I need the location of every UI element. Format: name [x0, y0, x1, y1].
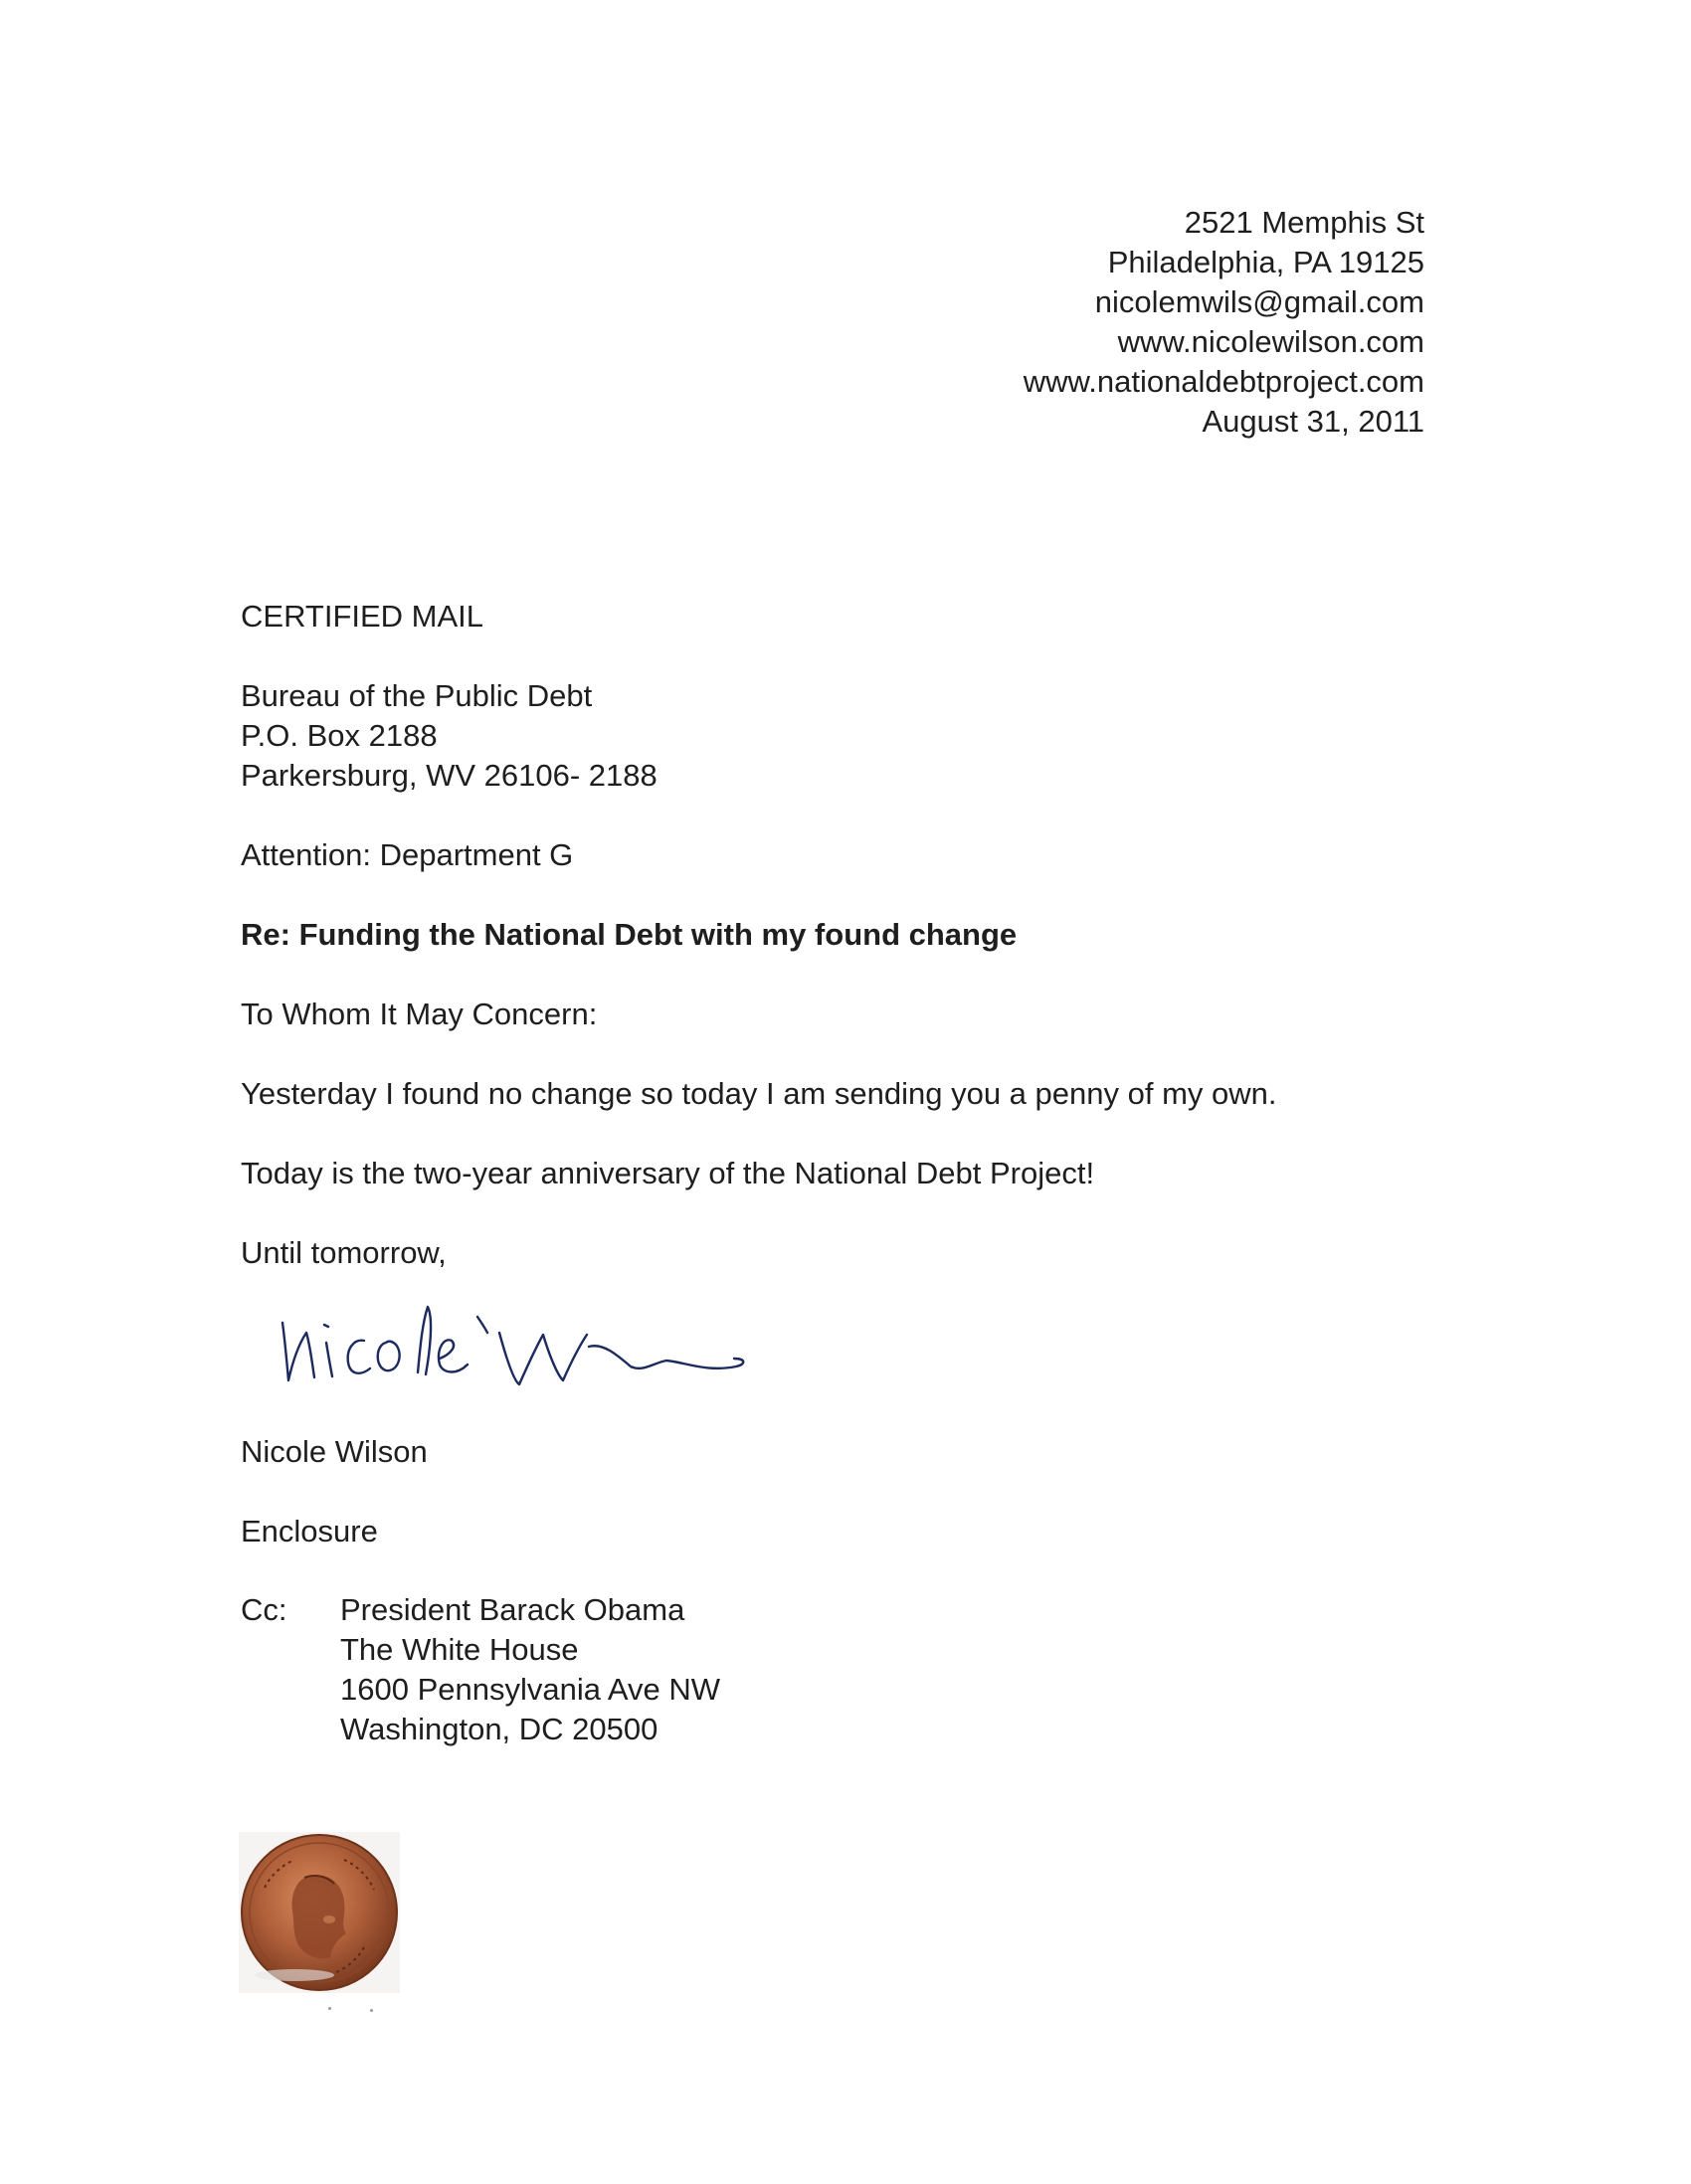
- sender-address-block: [1024, 203, 1424, 442]
- cc-line: Washington, DC 20500: [340, 1712, 658, 1746]
- signer-name: Nicole Wilson: [241, 1434, 428, 1469]
- scan-speck: [370, 2009, 373, 2012]
- sender-city-line: Philadelphia, PA 19125: [1107, 245, 1424, 279]
- sender-website: www.nicolewilson.com: [1117, 324, 1424, 359]
- attention-line: Attention: Department G: [241, 837, 574, 872]
- sender-street: 2521 Memphis St: [1184, 205, 1424, 240]
- body-paragraph: Today is the two-year anniversary of the National Debt Project!: [241, 1156, 1095, 1190]
- recipient-address-block: [241, 676, 658, 796]
- recipient-po-box: P.O. Box 2188: [241, 718, 438, 753]
- cc-label: Cc:: [241, 1592, 287, 1627]
- scan-speck: [328, 2007, 331, 2010]
- salutation: To Whom It May Concern:: [241, 997, 598, 1031]
- cc-line: President Barack Obama: [340, 1592, 685, 1627]
- sender-project-website: www.nationaldebtproject.com: [1023, 364, 1424, 399]
- enclosure-note: Enclosure: [241, 1514, 378, 1548]
- sender-email: nicolemwils@gmail.com: [1094, 284, 1424, 319]
- recipient-name: Bureau of the Public Debt: [241, 678, 593, 713]
- handwritten-signature: [269, 1263, 746, 1422]
- cc-line: 1600 Pennsylvania Ave NW: [340, 1672, 720, 1707]
- body-paragraph: Yesterday I found no change so today I am sending you a penny of my own.: [241, 1076, 1277, 1111]
- penny-coin-image: [235, 1828, 404, 1997]
- letter-date: August 31, 2011: [1202, 404, 1424, 439]
- cc-address-block: [340, 1590, 720, 1749]
- closing: Until tomorrow,: [241, 1235, 447, 1270]
- recipient-city-line: Parkersburg, WV 26106- 2188: [241, 758, 658, 793]
- subject-line: Re: Funding the National Debt with my found change: [241, 917, 1018, 952]
- mailing-note: CERTIFIED MAIL: [241, 599, 484, 634]
- cc-line: The White House: [340, 1632, 579, 1667]
